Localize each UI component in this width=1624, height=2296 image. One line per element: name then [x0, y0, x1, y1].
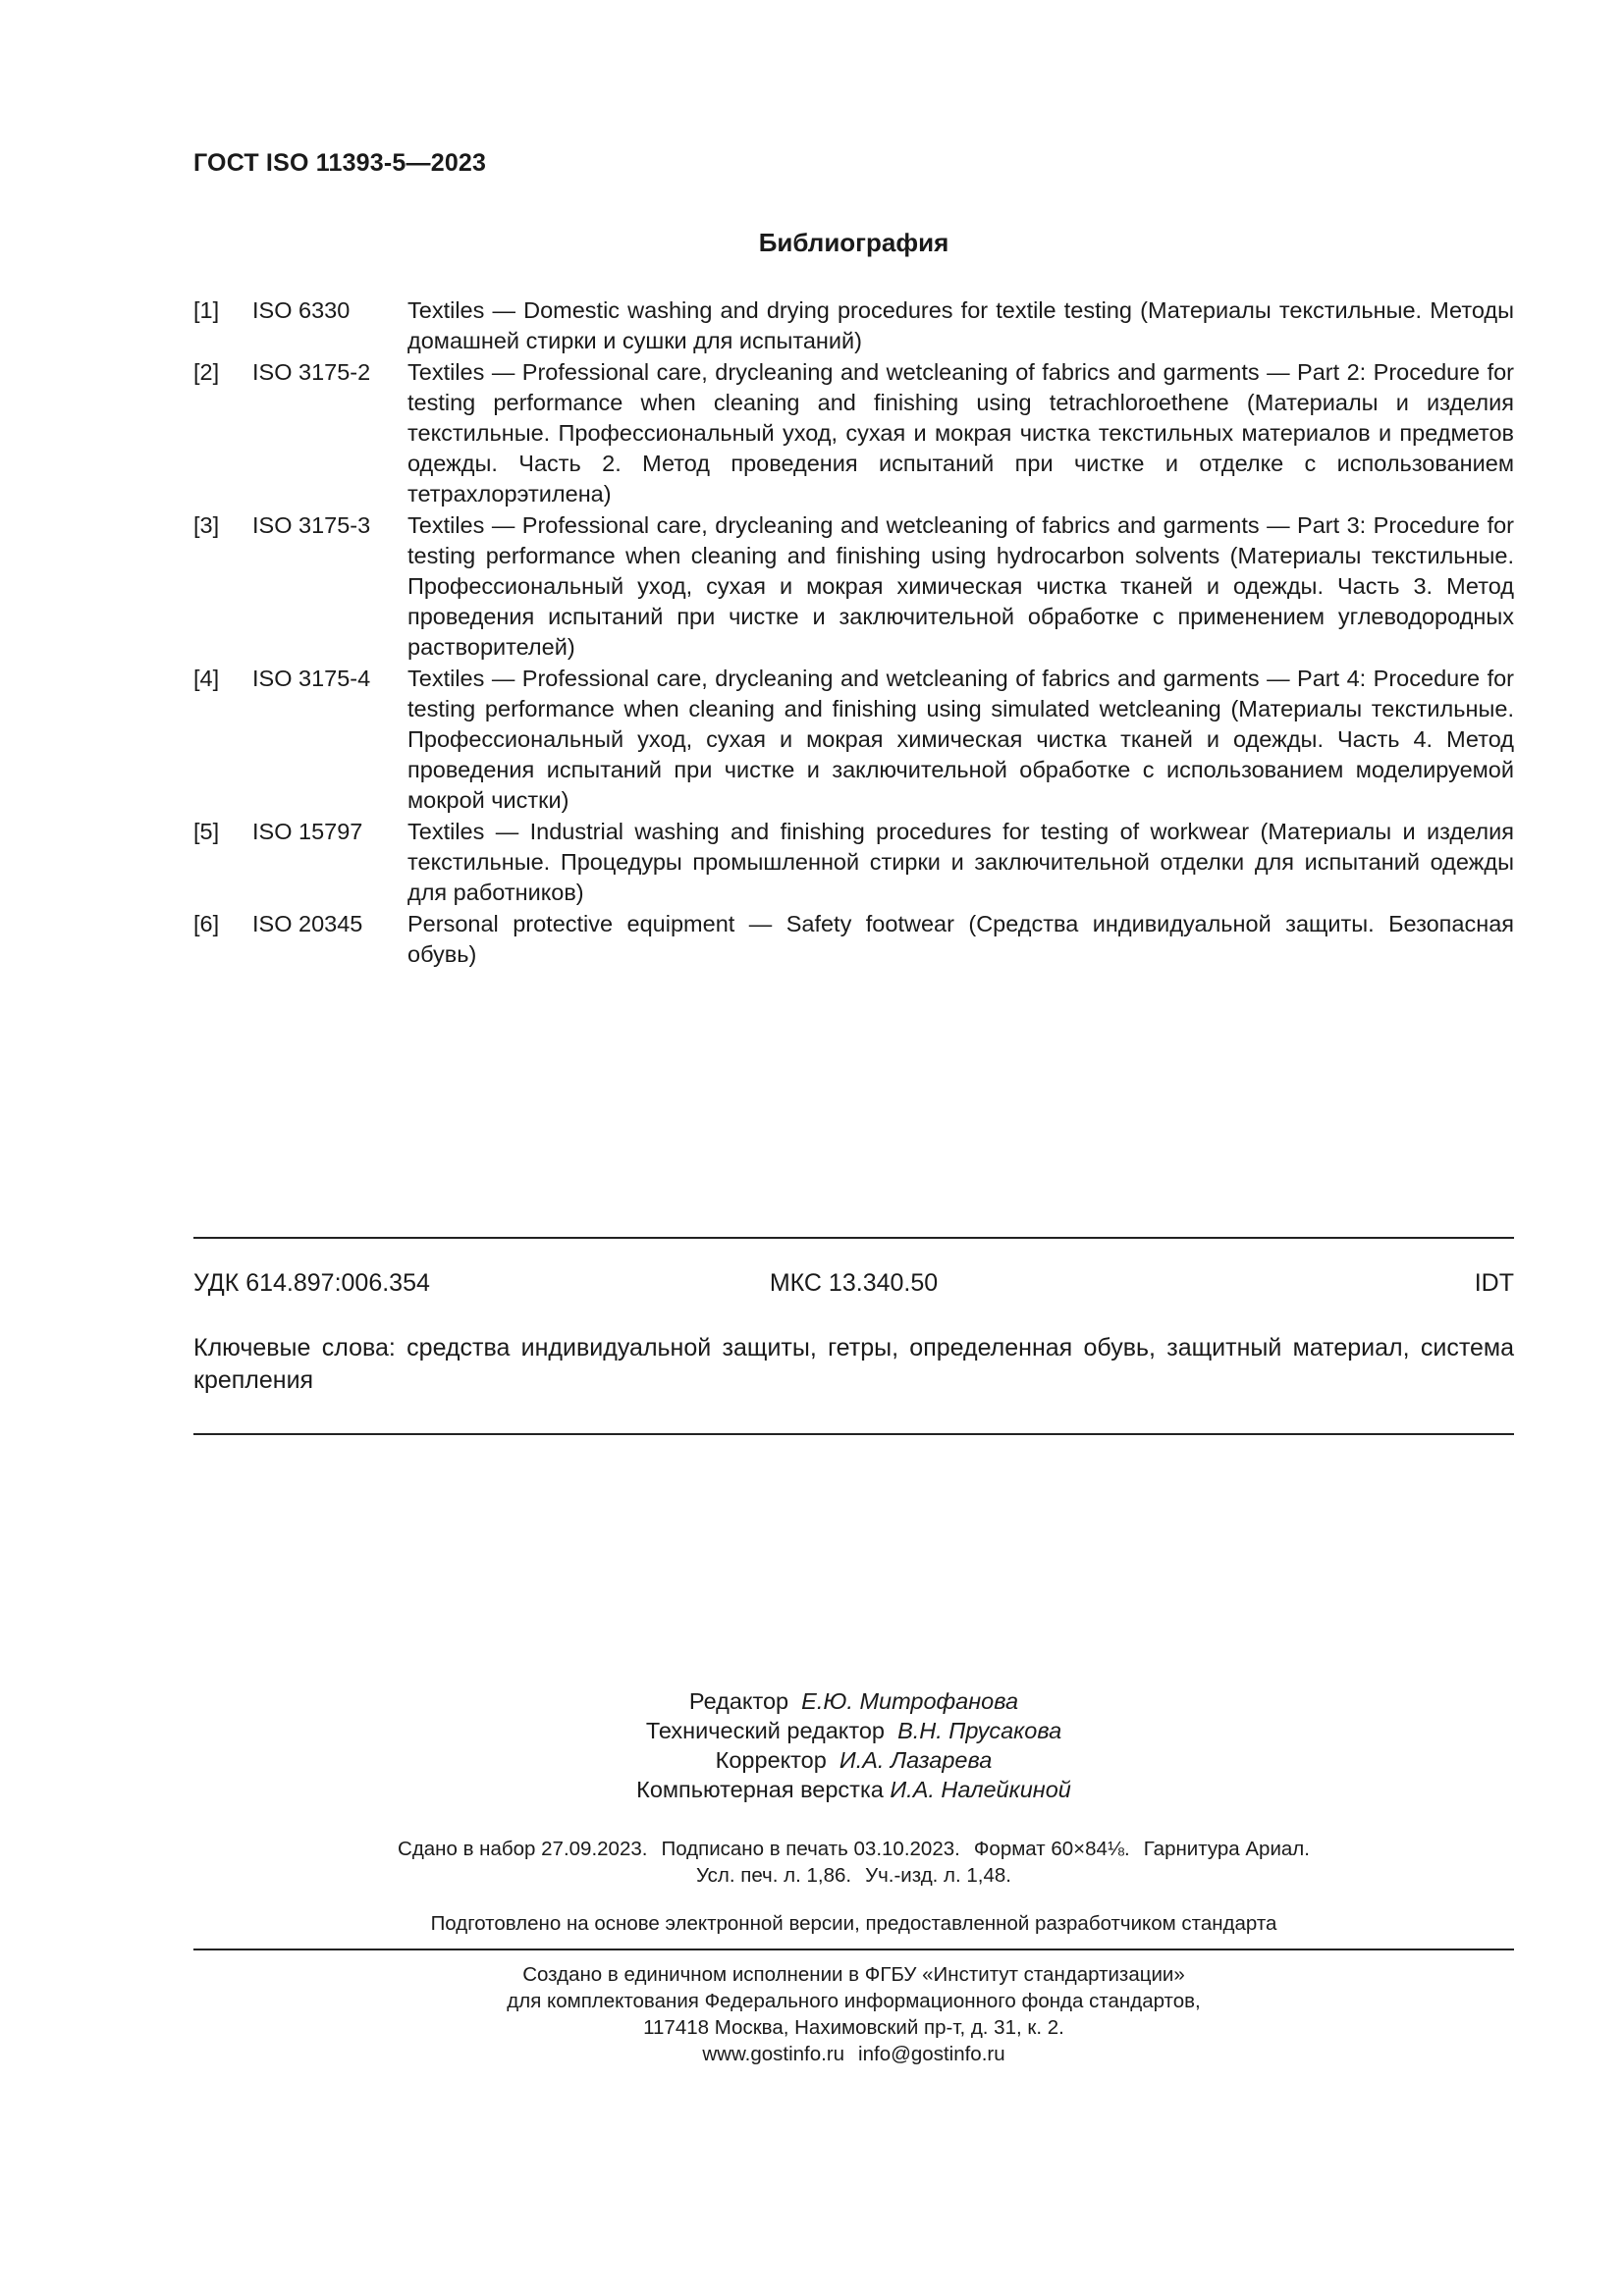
bibliography-list [193, 295, 1514, 971]
paper-format: Формат 60×84⅛. [973, 1838, 1130, 1860]
publisher-footer [193, 1961, 1514, 2067]
reference-number: [1] [193, 297, 220, 323]
credit-name: Е.Ю. Митрофанова [801, 1688, 1019, 1714]
credit-role: Корректор [715, 1747, 827, 1773]
reference-code: ISO 3175-2 [252, 359, 371, 385]
reference-number: [4] [193, 666, 220, 691]
credit-name: И.А. Налейкиной [890, 1777, 1071, 1802]
credit-line [193, 1775, 1514, 1804]
prepared-note: Подготовлено на основе электронной версии, предоставленной разработчиком стандарта [430, 1912, 1277, 1935]
credit-line [193, 1686, 1514, 1716]
reference-code: ISO 15797 [252, 819, 363, 844]
document-code: ГОСТ ISO 11393-5—2023 [193, 149, 487, 177]
reference-title: Textiles — Professional care, drycleaning and wetcleaning of fabrics and garments — Part 2: Procedure for testing performance when cleaning and finishing using tetrachloroethene (Материалы и изделия текстильные. Профессиональный уход, сухая и мокрая чистка текстильных материалов и предметов одежды. Часть 2. Метод проведения испытаний при чистке и отделке с использованием тетрахлорэтилена) [407, 359, 1514, 507]
bibliography-entry [193, 510, 1514, 663]
print-sheets: Усл. печ. л. 1,86. [695, 1864, 852, 1887]
reference-number: [6] [193, 911, 220, 936]
bibliography-entry [193, 817, 1514, 908]
keywords-divider [193, 1433, 1514, 1435]
signed-date: Подписано в печать 03.10.2023. [661, 1838, 960, 1860]
credit-line [193, 1745, 1514, 1775]
reference-title: Textiles — Domestic washing and drying procedures for textile testing (Материалы текстильные. Методы домашней стирки и сушки для испытаний) [407, 297, 1514, 353]
credits-block [193, 1686, 1514, 1804]
credit-role: Редактор [688, 1688, 789, 1714]
reference-number: [5] [193, 819, 220, 844]
reference-code: ISO 20345 [252, 911, 363, 936]
credit-line [193, 1716, 1514, 1745]
reference-title: Textiles — Professional care, drycleaning and wetcleaning of fabrics and garments — Part 3: Procedure for testing performance when cleaning and finishing using hydrocarbon solvents (Материалы текстильные. Профессиональный уход, сухая и мокрая химическая чистка тканей и одежды. Часть 3. Метод проведения испытаний при чистке и заключительной обработке с применением углеводородных растворителей) [407, 512, 1514, 660]
bibliography-entry [193, 664, 1514, 816]
footer-divider [193, 1949, 1514, 1950]
reference-number: [3] [193, 512, 220, 538]
reference-title: Personal protective equipment — Safety footwear (Средства индивидуальной защиты. Безопасная обувь) [407, 911, 1514, 967]
reference-title: Textiles — Professional care, drycleaning and wetcleaning of fabrics and garments — Part 4: Procedure for testing performance when cleaning and finishing using simulated wetcleaning (Материалы текстильные. Профессиональный уход, сухая и мокрая химическая чистка тканей и одежды. Часть 4. Метод проведения испытаний при чистке и заключительной обработке с использованием моделируемой мокрой чистки) [407, 666, 1514, 813]
classification-row [193, 1269, 1514, 1298]
print-info-line [193, 1836, 1514, 1862]
bibliography-entry [193, 909, 1514, 970]
credit-role: Компьютерная верстка [636, 1777, 884, 1802]
footer-line: Создано в единичном исполнении в ФГБУ «Институт стандартизации» [522, 1963, 1185, 1986]
credit-name: И.А. Лазарева [839, 1747, 993, 1773]
footer-line: 117418 Москва, Нахимовский пр-т, д. 31, к. 2. [643, 2016, 1064, 2039]
website-link[interactable]: www.gostinfo.ru [702, 2043, 845, 2065]
credit-role: Технический редактор [645, 1718, 885, 1743]
udk-code: УДК 614.897:006.354 [193, 1269, 430, 1297]
publisher-sheets: Уч.-изд. л. 1,48. [865, 1864, 1012, 1887]
email-link[interactable]: info@gostinfo.ru [858, 2043, 1005, 2065]
top-divider [193, 1237, 1514, 1239]
reference-title: Textiles — Industrial washing and finishing procedures for testing of workwear (Материалы и изделия текстильные. Процедуры промышленной стирки и заключительной отделки для испытаний одежды для работников) [407, 819, 1514, 905]
reference-code: ISO 3175-4 [252, 666, 371, 691]
footer-line: для комплектования Федерального информационного фонда стандартов, [507, 1990, 1201, 2012]
print-info [193, 1836, 1514, 1889]
footer-contacts [193, 2041, 1514, 2067]
print-info-line [193, 1862, 1514, 1889]
bibliography-title: Библиография [758, 228, 949, 257]
bibliography-entry [193, 357, 1514, 509]
reference-code: ISO 6330 [252, 297, 351, 323]
keywords: Ключевые слова: средства индивидуальной защиты, гетры, определенная обувь, защитный материал, система крепления [193, 1334, 1514, 1394]
credit-name: В.Н. Прусакова [897, 1718, 1062, 1743]
submitted-date: Сдано в набор 27.09.2023. [398, 1838, 648, 1860]
reference-code: ISO 3175-3 [252, 512, 371, 538]
mks-code: МКС 13.340.50 [769, 1269, 939, 1297]
typeface: Гарнитура Ариал. [1143, 1838, 1310, 1860]
idt-mark: IDT [1474, 1269, 1514, 1297]
bibliography-entry [193, 295, 1514, 356]
reference-number: [2] [193, 359, 220, 385]
